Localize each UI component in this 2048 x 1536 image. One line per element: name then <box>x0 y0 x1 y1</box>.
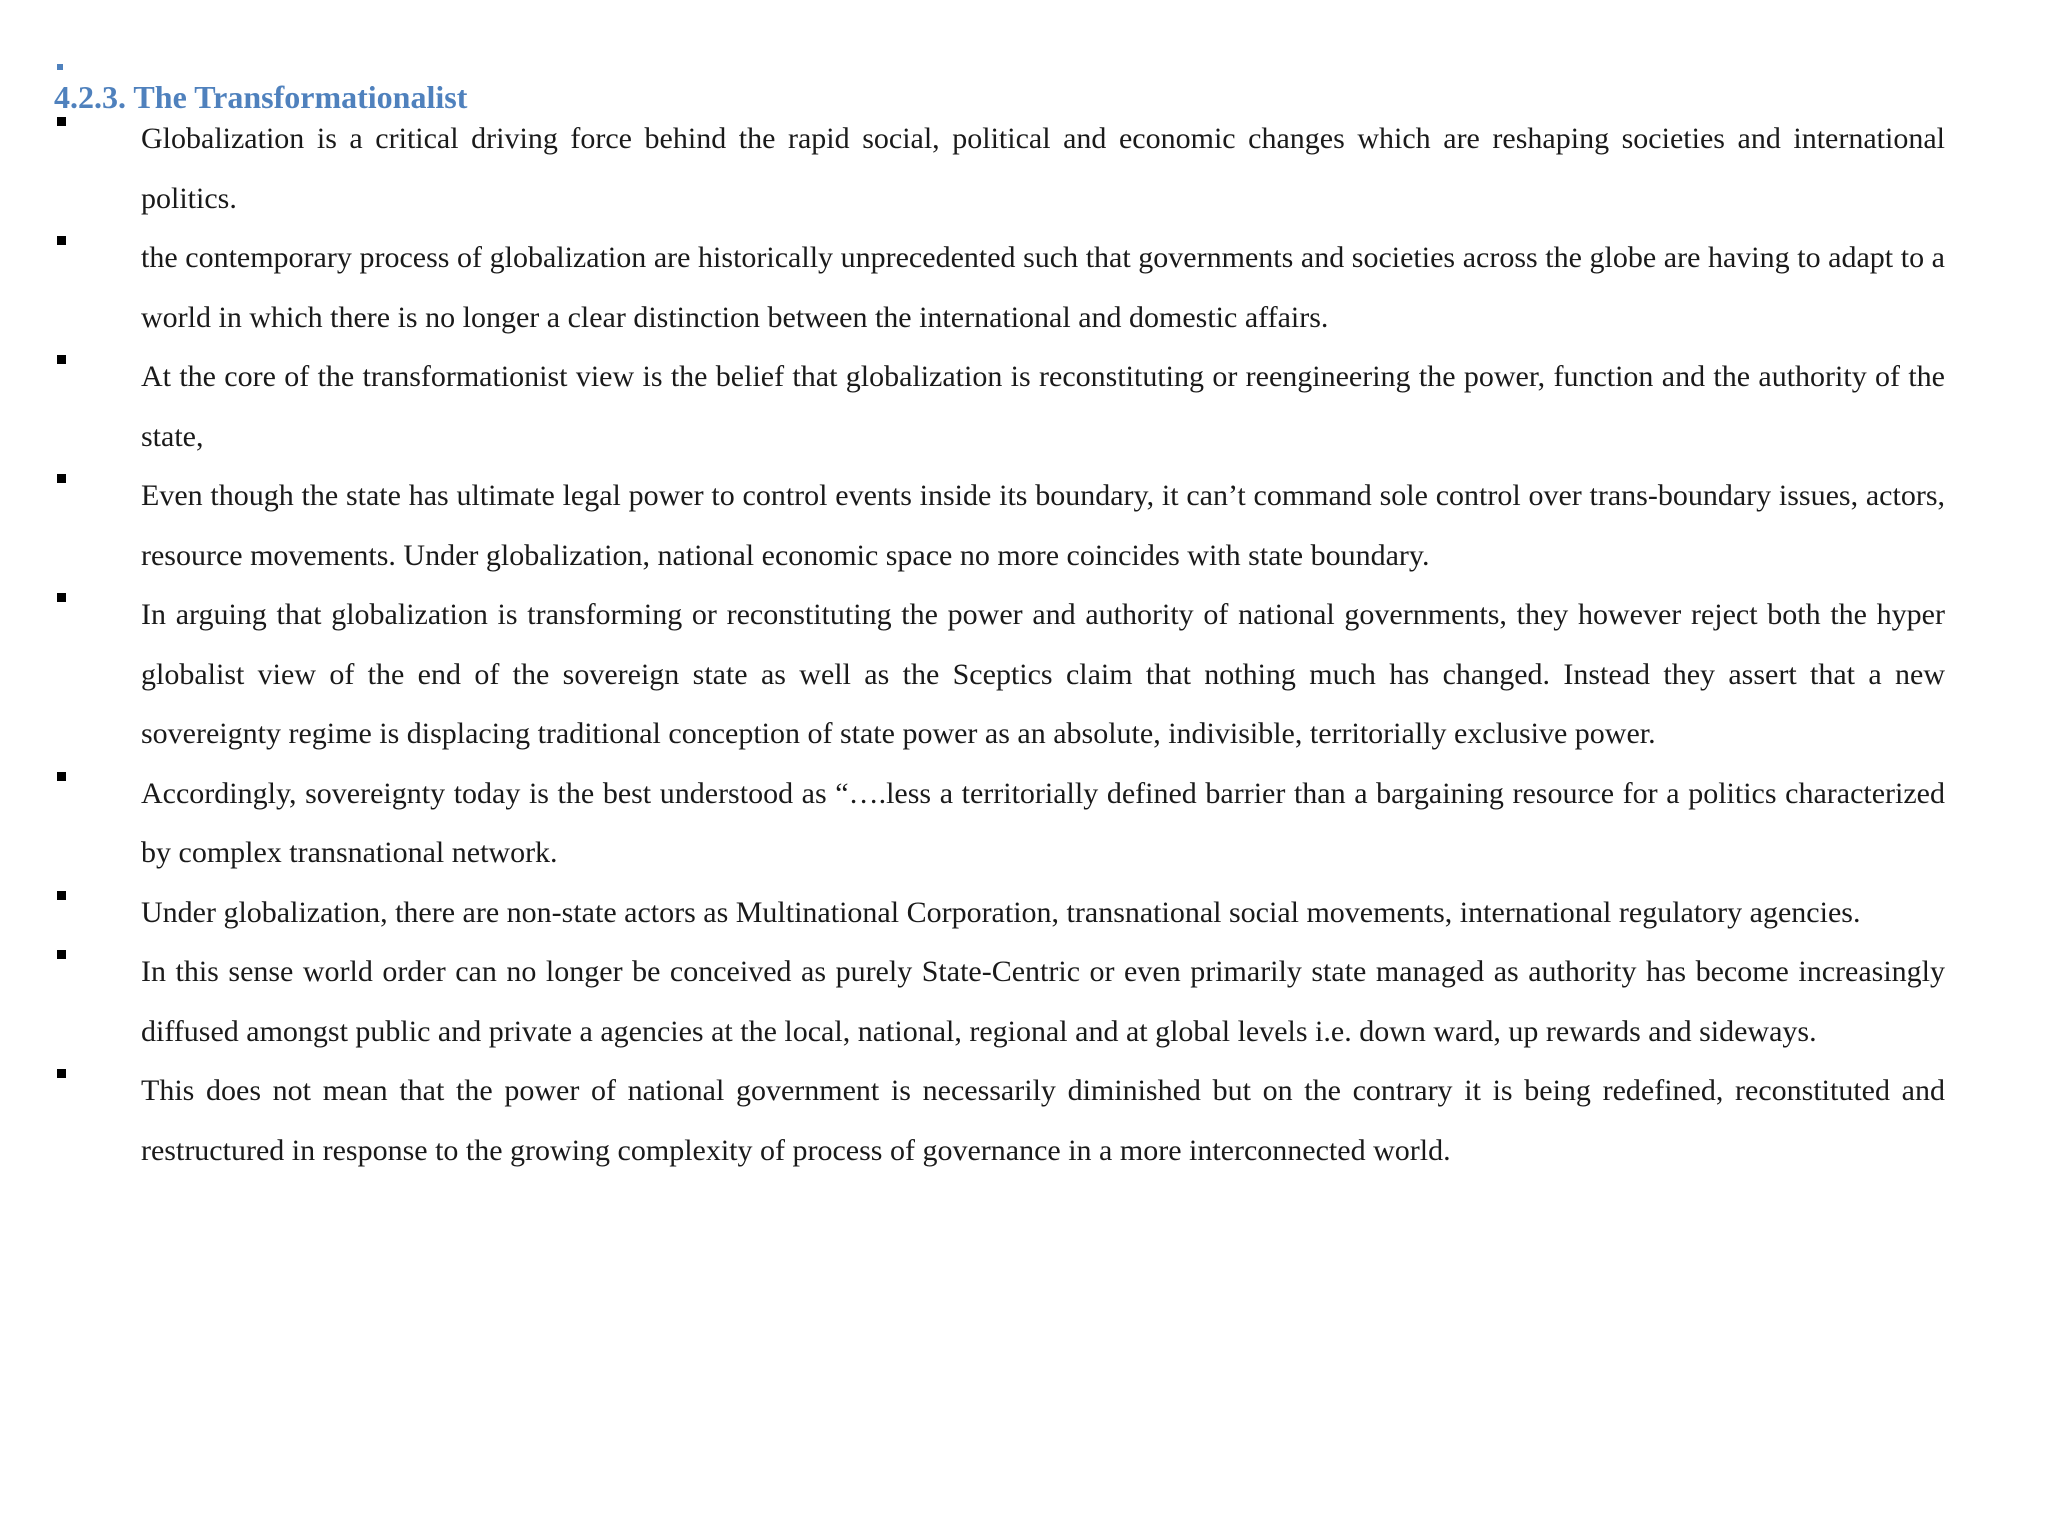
square-bullet-icon <box>57 474 66 483</box>
square-bullet-icon <box>57 950 66 959</box>
square-bullet-icon <box>57 236 66 245</box>
square-bullet-icon <box>57 1069 66 1078</box>
list-item-text: Globalization is a critical driving force behind the rapid social, political and economic changes which are reshaping societies and international politics. <box>141 122 1945 215</box>
list-item-text: the contemporary process of globalization are historically unprecedented such that governments and societies across the globe are having to adapt to a world in which there is no longer a clear distinction between the international and domestic affairs. <box>141 241 1945 334</box>
list-item <box>0 347 1945 466</box>
list-item-text: Accordingly, sovereignty today is the best understood as “….less a territorially defined barrier than a bargaining resource for a politics characterized by complex transnational network. <box>141 776 1945 869</box>
square-bullet-icon <box>57 117 66 126</box>
list-item-text: Under globalization, there are non-state actors as Multinational Corporation, transnational social movements, international regulatory agencies. <box>141 895 1861 929</box>
square-bullet-icon <box>57 772 66 781</box>
section-heading: 4.2.3. The Transformationalist <box>54 78 468 115</box>
list-item <box>0 109 1945 228</box>
list-item-text: At the core of the transformationist view is the belief that globalization is reconstituting or reengineering the power, function and the authority of the state, <box>141 360 1945 453</box>
list-item <box>0 883 1945 943</box>
list-item <box>0 764 1945 883</box>
square-bullet-icon <box>57 593 66 602</box>
list-item-text: Even though the state has ultimate legal power to control events inside its boundary, it can’t command sole control over trans-boundary issues, actors, resource movements. Under globalization, national economic space no more coincides with state boundary. <box>141 479 1945 572</box>
heading-bullet-marker <box>57 64 63 70</box>
square-bullet-icon <box>57 891 66 900</box>
list-item <box>0 466 1945 585</box>
list-item <box>0 1061 1945 1180</box>
list-item-text: In this sense world order can no longer be conceived as purely State-Centric or even primarily state managed as authority has become increasingly diffused amongst public and private a agencies at the local, national, regional and at global levels i.e. down ward, up rewards and sideways. <box>141 955 1945 1048</box>
list-item <box>0 228 1945 347</box>
square-bullet-icon <box>57 355 66 364</box>
list-item-text: This does not mean that the power of national government is necessarily diminished but on the contrary it is being redefined, reconstituted and restructured in response to the growing complexity of process of governance in a more interconnected world. <box>141 1074 1945 1167</box>
list-item <box>0 942 1945 1061</box>
bullet-list <box>0 109 2048 1180</box>
list-item-text: In arguing that globalization is transforming or reconstituting the power and authority of national governments, they however reject both the hyper globalist view of the end of the sovereign state as well as the Sceptics claim that nothing much has changed. Instead they assert that a new sovereignty regime is displacing traditional conception of state power as an absolute, indivisible, territorially exclusive power. <box>141 598 1945 750</box>
list-item <box>0 585 1945 764</box>
